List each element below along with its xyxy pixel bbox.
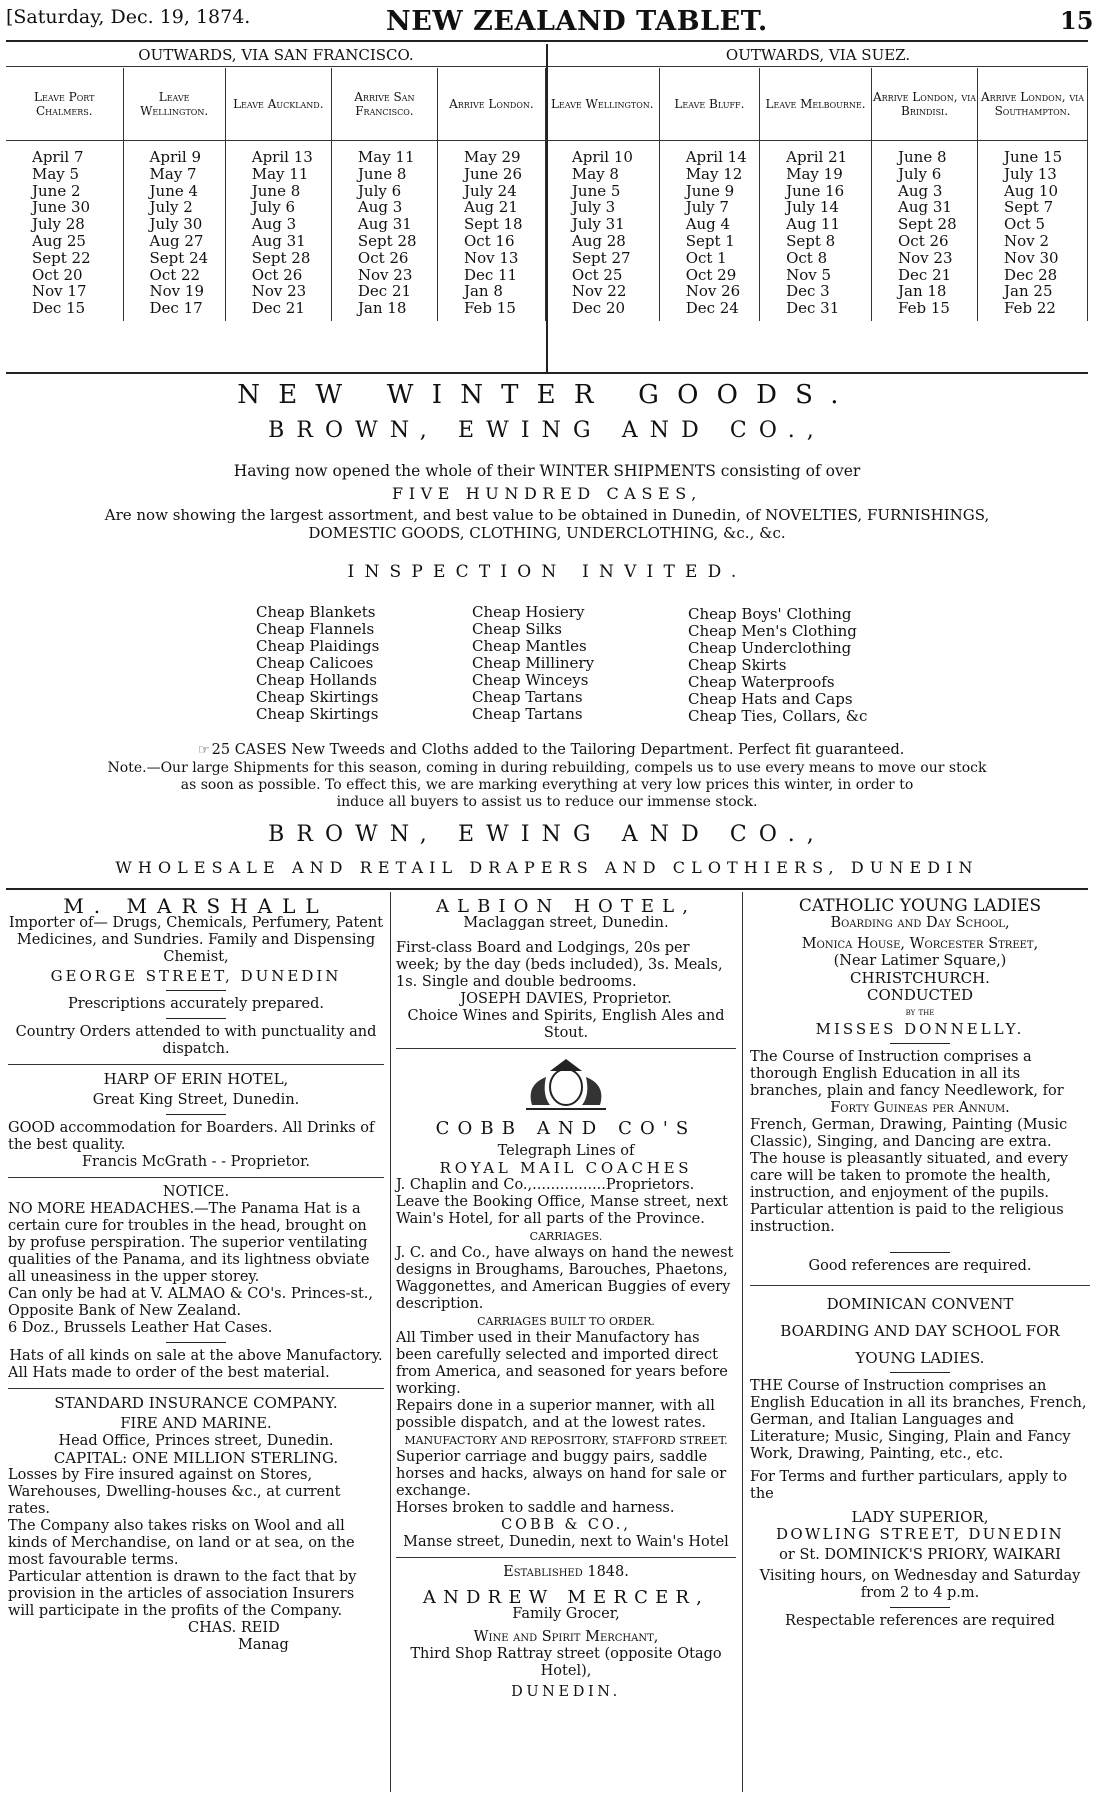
schedule-date: Oct 29 [685,265,737,284]
goods-item: Cheap Hollands [256,671,377,689]
cobb-sign: COBB & CO., [501,1517,631,1533]
schedule-date: Dec 21 [357,282,412,301]
standard-capital: CAPITAL: ONE MILLION STERLING. [53,1449,339,1467]
schedule-col-header: Leave Melbourne. [760,68,872,141]
schedule-date: July 6 [357,181,402,200]
schedule-date: Nov 19 [149,282,205,301]
schedule-date: Oct 20 [32,265,83,284]
schedule-date: Dec 21 [251,299,305,318]
schedule-date: Sept 28 [898,215,957,234]
cobb-address: Manse street, Dunedin, next to Wain's Hotel [403,1534,729,1550]
schedule-date: Jan 8 [463,282,503,301]
dominican-p1: THE Course of Instruction comprises an English Education in all its branches, French, German, and Italian Languages and Literature; Music, Singing, Plain and Fancy Work, Drawing, Painting, etc., etc. [750,1378,1087,1462]
schedule-date: Aug 11 [786,215,841,234]
goods-item: Cheap Winceys [472,671,589,689]
catholic-ad [750,898,1090,1275]
harp-body: GOOD accommodation for Boarders. All Drinks of the best quality. [8,1120,375,1153]
schedule-date: July 2 [149,198,193,217]
harp-street: Great King Street, Dunedin. [92,1092,300,1108]
cobb-p1: Leave the Booking Office, Manse street, next Wain's Hotel, for all parts of the Province. [396,1194,728,1227]
divider [166,990,226,991]
albion-ad [396,898,736,1042]
schedule-date: Dec 20 [571,299,626,318]
schedule-date: Feb 15 [898,299,950,318]
schedule-date: Aug 31 [898,198,952,217]
mercer-ad [396,1564,736,1701]
dominican-title3: YOUNG LADIES. [855,1349,985,1367]
schedule-date: April 14 [685,148,747,166]
divider [890,1607,950,1608]
schedule-date: Aug 4 [685,215,731,234]
cobb-p6: Horses broken to saddle and harness. [396,1500,675,1516]
dominican-lady: LADY SUPERIOR, [851,1508,989,1526]
notice-title: NOTICE. [162,1184,230,1200]
cobb-ad [396,1120,736,1551]
column-2 [396,898,736,1701]
schedule-col-dates [760,141,872,321]
goods-item: Cheap Silks [472,620,562,638]
schedule-date: Aug 31 [357,215,412,234]
schedule-date: Sept 28 [357,231,417,250]
winter-line2: FIVE HUNDRED CASES, [392,484,702,503]
schedule-date: May 11 [251,164,309,183]
pointing-hand-icon: ☞ [198,743,210,758]
schedule-date: Aug 31 [251,231,306,250]
schedule-date: June 4 [149,181,199,200]
schedule-date: May 19 [786,164,843,183]
schedule-date: June 30 [32,198,91,217]
winter-line3: Are now showing the largest assortment, and best value to be obtained in Dunedin, of NOVELTIES, FURNISHINGS, [104,506,990,524]
schedule-date: July 13 [1004,164,1057,183]
schedule-date: Sept 7 [1004,198,1054,217]
cobb-p4: Repairs done in a superior manner, with all possible dispatch, and at the lowest rates. [396,1398,715,1431]
schedule-col-dates [225,141,331,321]
schedule-date: Feb 22 [1004,299,1056,318]
goods-list-2 [472,604,594,723]
divider [166,1114,226,1115]
schedule-col-dates [331,141,437,321]
schedule-date: Aug 10 [1004,181,1058,200]
goods-item: Cheap Millinery [472,654,595,672]
schedule-date: April 21 [786,148,848,166]
divider [166,1018,226,1019]
schedule-col-dates [545,141,659,321]
schedule-date: Aug 3 [251,215,297,234]
schedule-date: Dec 31 [786,299,840,318]
catholic-by: by the [905,1007,935,1018]
notice-almao: Can only be had at V. ALMAO & CO's. Princes-st., Opposite Bank of New Zealand. [8,1286,374,1319]
mail-schedule-table [6,68,1088,321]
goods-item: Cheap Ties, Collars, &c [688,707,868,725]
goods-item: Cheap Boys' Clothing [688,605,852,623]
schedule-col-header: Leave Port Chalmers. [6,68,123,141]
albion-wines: Choice Wines and Spirits, English Ales and Stout. [407,1008,725,1041]
dominican-p2: For Terms and further particulars, apply to the [750,1469,1068,1502]
schedule-date: Nov 30 [1004,248,1059,267]
catholic-refs: Good references are required. [808,1258,1032,1274]
schedule-col-header: Arrive London. [437,68,545,141]
catholic-fee: Forty Guineas per Annum. [830,1100,1010,1116]
notice-body: NO MORE HEADACHES.—The Panama Hat is a certain cure for troubles in the head, brought on by profuse perspiration. The superior ventilating qualities of the Panama, and its lightness obviate all uneasiness in the upper storey. [8,1201,370,1285]
mercer-city: DUNEDIN. [511,1684,621,1700]
standard-sub: FIRE AND MARINE. [120,1416,272,1432]
goods-item: Cheap Calicoes [256,654,374,672]
schedule-date: May 11 [357,148,415,166]
column-3 [750,898,1090,1630]
schedule-date: Sept 24 [149,248,209,267]
schedule-date: Nov 17 [32,282,87,301]
marshall-name: M. MARSHALL [63,894,329,918]
ad-rule [8,1388,384,1389]
standard-ad [8,1395,384,1654]
schedule-date: July 14 [786,198,839,217]
winter-line1: Having now opened the whole of their WINTER SHIPMENTS consisting of over [233,462,861,480]
schedule-col-header: Leave Bluff. [659,68,759,141]
catholic-near: (Near Latimer Square,) [833,953,1007,969]
mercer-address: Third Shop Rattray street (opposite Otago Hotel), [410,1646,722,1679]
ads-top-rule [6,888,1088,890]
schedule-date: Oct 16 [463,231,515,250]
schedule-date: July 30 [149,215,203,234]
schedule-left-title: OUTWARDS, VIA SAN FRANCISCO. [138,46,414,64]
page-number: 15 [1060,6,1094,35]
schedule-date: Oct 25 [571,265,623,284]
schedule-date: Aug 28 [571,231,626,250]
schedule-date: Jan 18 [898,282,947,301]
goods-item: Cheap Tartans [472,705,583,723]
notice-cases: 6 Doz., Brussels Leather Hat Cases. [8,1320,273,1336]
dominican-title2: BOARDING AND DAY SCHOOL FOR [780,1322,1060,1340]
schedule-date: Oct 26 [251,265,303,284]
goods-item: Cheap Hosiery [472,603,585,621]
schedule-date: Jan 25 [1004,282,1053,301]
schedule-date: Dec 21 [898,265,952,284]
divider [890,1043,950,1044]
schedule-bottom-rule [6,372,1088,374]
goods-item: Cheap Mantles [472,637,587,655]
schedule-date: July 28 [32,215,85,234]
albion-proprietor: JOSEPH DAVIES, Proprietor. [460,991,672,1007]
schedule-date: Nov 26 [685,282,741,301]
schedule-col-header: Arrive San Francisco. [331,68,437,141]
schedule-date: April 9 [149,148,202,166]
schedule-date: Nov 13 [463,248,519,267]
schedule-date: Oct 8 [786,248,828,267]
cobb-prop: J. Chaplin and Co.,................Proprietors. [396,1177,695,1193]
harp-title: HARP OF ERIN HOTEL, [103,1070,289,1088]
schedule-date: Oct 22 [149,265,201,284]
schedule-date: April 10 [571,148,633,166]
schedule-date: May 5 [32,164,80,183]
schedule-date: May 29 [463,148,521,166]
schedule-date: July 7 [685,198,729,217]
cobb-p3: All Timber used in their Manufactory has been carefully selected and imported direct from America, and seasoned for years before working. [396,1330,728,1397]
cobb-p2: J. C. and Co., have always on hand the newest designs in Broughams, Barouches, Phaetons, Waggonettes, and American Buggies of every description. [396,1245,734,1312]
note-line2: as soon as possible. To effect this, we are marking everything at very low prices this winter, in order to [180,777,914,793]
catholic-title: CATHOLIC YOUNG LADIES [798,896,1042,916]
mercer-title: ANDREW MERCER, [422,1587,710,1608]
schedule-date: June 2 [32,181,81,200]
schedule-col-dates [659,141,759,321]
cobb-title: COBB AND CO'S [435,1118,697,1139]
schedule-date: Nov 22 [571,282,627,301]
goods-item: Cheap Blankets [256,603,376,621]
schedule-col-dates [437,141,545,321]
standard-p2: The Company also takes risks on Wool and all kinds of Merchandise, on land or at sea, on the most favourable terms. [8,1518,355,1568]
catholic-p3: The house is pleasantly situated, and every care will be taken to promote the health, instruction, and enjoyment of the pupils. Particular attention is paid to the religious instruction. [750,1151,1068,1235]
goods-item: Cheap Underclothing [688,639,852,657]
schedule-date: Oct 26 [898,231,949,250]
note-line1: Note.—Our large Shipments for this season, coming in during rebuilding, compels us to use every means to move our stock [107,760,987,776]
notice-ad [8,1184,384,1382]
catholic-misses: MISSES DONNELLY. [815,1020,1025,1038]
standard-title: STANDARD INSURANCE COMPANY. [54,1394,338,1412]
schedule-date: June 26 [463,164,523,183]
dominican-priory: or St. DOMINICK'S PRIORY, WAIKARI [779,1547,1061,1563]
schedule-date: June 16 [786,181,845,200]
schedule-date: Dec 17 [149,299,203,318]
marshall-address: GEORGE STREET, DUNEDIN [50,967,342,985]
schedule-right-title: OUTWARDS, VIA SUEZ. [725,46,911,64]
winter-line4: DOMESTIC GOODS, CLOTHING, UNDERCLOTHING, &c., &c. [308,524,786,542]
dominican-ad [750,1296,1090,1630]
catholic-sub: Boarding and Day School, [830,915,1010,931]
mercer-established: Established 1848. [503,1564,629,1580]
winter-headline: NEW WINTER GOODS. [237,380,857,410]
schedule-date: Jan 18 [357,299,407,318]
standard-sign: CHAS. REID [188,1620,280,1636]
divider [166,1342,226,1343]
schedule-date: June 15 [1004,148,1063,166]
dominican-refs: Respectable references are required [785,1613,1055,1629]
ad-rule [396,1557,736,1558]
schedule-date: Aug 3 [357,198,403,217]
schedule-date: Aug 25 [32,231,86,250]
schedule-date: Sept 18 [463,215,523,234]
cobb-royal: ROYAL MAIL COACHES [439,1159,693,1177]
schedule-col-header: Leave Auckland. [225,68,331,141]
schedule-date: Dec 11 [463,265,518,284]
cobb-built: CARRIAGES BUILT TO ORDER. [477,1315,655,1328]
royal-crest [396,1055,736,1120]
schedule-col-header: Arrive London, via Brindisi. [872,68,978,141]
column-1 [8,894,384,1654]
standard-p3: Particular attention is drawn to the fact that by provision in the articles of association Insurers will participate in the profits of the Company. [8,1569,357,1619]
schedule-date: June 8 [898,148,947,166]
cases-line [198,742,998,758]
schedule-date: Sept 8 [786,231,836,250]
schedule-date: May 7 [149,164,197,183]
schedule-date: Nov 5 [786,265,832,284]
cobb-p5: Superior carriage and buggy pairs, saddle horses and hacks, always on hand for sale or exchange. [396,1449,727,1499]
wholesale-line: WHOLESALE AND RETAIL DRAPERS AND CLOTHIERS, DUNEDIN [115,858,979,877]
schedule-date: Dec 15 [32,299,86,318]
schedule-date: April 7 [32,148,84,166]
goods-item: Cheap Hats and Caps [688,690,853,708]
cases-text: 25 CASES New Tweeds and Cloths added to the Tailoring Department. Perfect fit guaranteed. [211,742,905,758]
catholic-p1: The Course of Instruction comprises a thorough English Education in all its branches, plain and fancy Needlework, for [750,1049,1064,1099]
schedule-date: Nov 23 [357,265,413,284]
albion-street: Maclaggan street, Dunedin. [463,915,669,931]
cobb-manufactory: MANUFACTORY AND REPOSITORY, STAFFORD STREET. [404,1434,728,1447]
schedule-date: Nov 2 [1004,231,1049,250]
ad-rule [396,1048,736,1049]
harp-ad [8,1071,384,1171]
notice-hats: Hats of all kinds on sale at the above Manufactory. [9,1348,383,1364]
schedule-date: June 5 [571,181,621,200]
standard-role: Manag [238,1637,289,1653]
schedule-col-header: Arrive London, via Southampton. [978,68,1088,141]
schedule-date: July 6 [898,164,942,183]
schedule-date: June 8 [251,181,301,200]
goods-item: Cheap Skirtings [256,705,379,723]
schedule-date: Aug 21 [463,198,518,217]
schedule-date: Oct 1 [685,248,727,267]
marshall-body: Importer of— Drugs, Chemicals, Perfumery, Patent Medicines, and Sundries. Family and Dispensing Chemist, [8,915,384,965]
header-rule [6,40,1088,42]
schedule-date: May 12 [685,164,743,183]
cobb-carriages: CARRIAGES. [529,1230,603,1243]
marshall-orders: Country Orders attended to with punctuality and dispatch. [15,1024,377,1057]
mercer-wine: Wine and Spirit Merchant, [473,1629,659,1645]
schedule-col-dates [872,141,978,321]
goods-item: Cheap Men's Clothing [688,622,857,640]
schedule-date: Sept 1 [685,231,735,250]
schedule-date: June 8 [357,164,407,183]
catholic-conducted: CONDUCTED [866,986,974,1004]
harp-proprietor: Francis McGrath - - Proprietor. [81,1154,311,1170]
schedule-col-header: Leave Wellington. [545,68,659,141]
schedule-date: Aug 27 [149,231,204,250]
schedule-date: Sept 28 [251,248,311,267]
schedule-date: Aug 3 [898,181,943,200]
catholic-house: Monica House, Worcester Street, [801,936,1039,952]
schedule-date: May 8 [571,164,619,183]
note-line3: induce all buyers to assist us to reduce our immense stock. [336,794,758,810]
dominican-street: DOWLING STREET, DUNEDIN [776,1525,1064,1543]
schedule-date: Sept 22 [32,248,91,267]
divider [890,1252,950,1253]
goods-item: Cheap Plaidings [256,637,380,655]
albion-body: First-class Board and Lodgings, 20s per week; by the day (beds included), 3s. Meals, 1s. Single and double bedrooms. [396,940,723,990]
divider [890,1372,950,1373]
issue-date: [Saturday, Dec. 19, 1874. [6,6,251,28]
schedule-col-dates [123,141,225,321]
marshall-ad [8,894,384,1058]
schedule-date: June 9 [685,181,735,200]
schedule-col-dates [978,141,1088,321]
goods-item: Cheap Skirts [688,656,787,674]
goods-item: Cheap Flannels [256,620,375,638]
schedule-date: Feb 15 [463,299,516,318]
winter-firm: BROWN, EWING AND CO., [268,418,826,443]
schedule-col-header: Leave Wellington. [123,68,225,141]
schedule-date: July 6 [251,198,295,217]
schedule-date: Nov 23 [898,248,953,267]
cobb-telegraph: Telegraph Lines of [497,1143,635,1159]
schedule-date: Nov 23 [251,282,307,301]
catholic-p2: French, German, Drawing, Painting (Music Classic), Singing, and Dancing are extra. [750,1117,1068,1150]
schedule-date: Oct 26 [357,248,409,267]
winter-firm-2: BROWN, EWING AND CO., [268,822,826,847]
standard-p1: Losses by Fire insured against on Stores, Warehouses, Dwelling-houses &c., at current rates. [8,1467,341,1517]
newspaper-title: NEW ZEALAND TABLET. [386,6,768,37]
ad-rule [750,1285,1090,1286]
column-divider-1 [390,892,391,1792]
albion-title: ALBION HOTEL, [435,896,697,917]
goods-item: Cheap Skirtings [256,688,379,706]
inspection-invited: INSPECTION INVITED. [347,562,747,582]
schedule-date: Sept 27 [571,248,631,267]
standard-office: Head Office, Princes street, Dunedin. [58,1433,334,1449]
goods-item: Cheap Waterproofs [688,673,835,691]
dominican-title1: DOMINICAN CONVENT [826,1295,1014,1313]
schedule-date: April 13 [251,148,313,166]
royal-crest-icon [506,1055,626,1115]
schedule-date: Dec 28 [1004,265,1058,284]
ad-rule [8,1177,384,1178]
schedule-date: July 3 [571,198,616,217]
dominican-visit: Visiting hours, on Wednesday and Saturday from 2 to 4 p.m. [759,1568,1081,1601]
goods-item: Cheap Tartans [472,688,583,706]
goods-list-3 [688,606,867,725]
ad-rule [8,1064,384,1065]
catholic-city: CHRISTCHURCH. [850,969,990,987]
schedule-date: Dec 3 [786,282,830,301]
column-divider-2 [742,892,743,1792]
schedule-date: July 24 [463,181,517,200]
schedule-date: Dec 24 [685,299,739,318]
mercer-sub: Family Grocer, [512,1606,620,1622]
schedule-date: Oct 5 [1004,215,1046,234]
goods-list-1 [256,604,379,723]
marshall-prescriptions: Prescriptions accurately prepared. [67,996,325,1012]
notice-order: All Hats made to order of the best material. [8,1365,330,1381]
schedule-date: July 31 [571,215,625,234]
schedule-col-dates [6,141,123,321]
